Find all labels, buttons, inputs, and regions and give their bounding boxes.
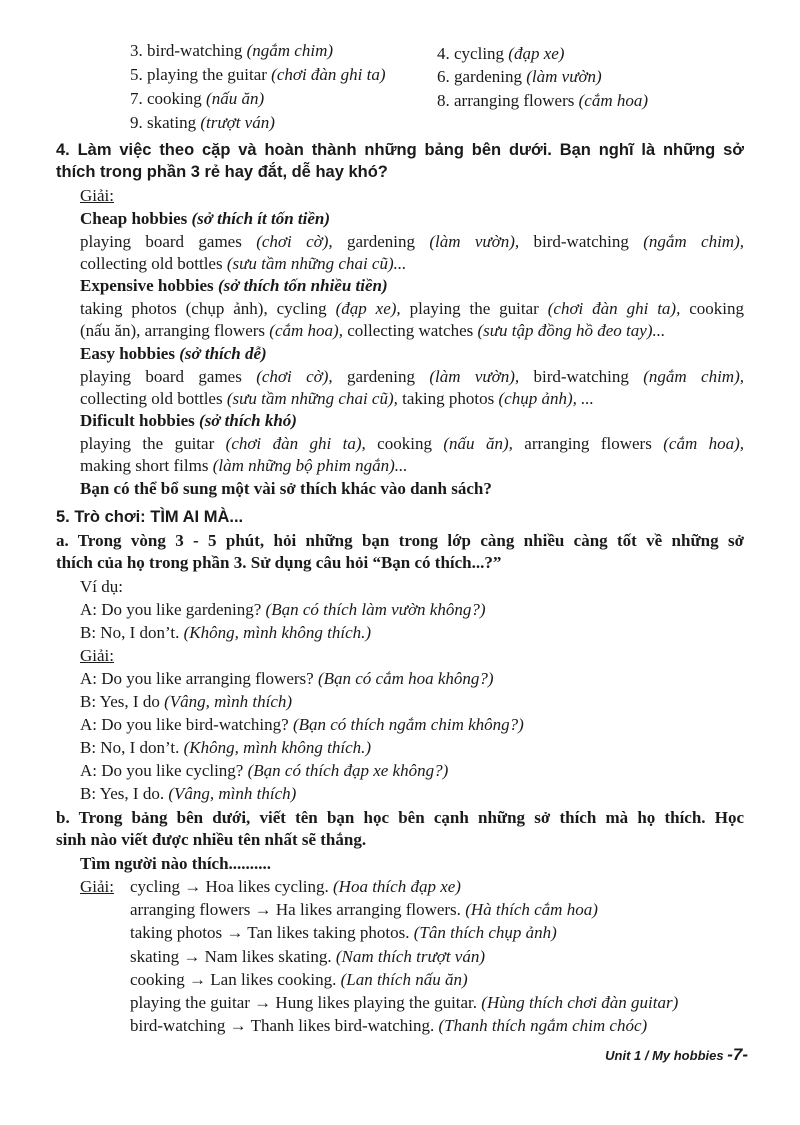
answer-row-4: skating → Nam likes skating. (Nam thích trượt ván) bbox=[130, 947, 486, 966]
difficult-hobbies-line-1: playing the guitar (chơi đàn ghi ta), cooking (nấu ăn), arranging flowers (cắm hoa), bbox=[80, 434, 745, 453]
arrow-icon: → bbox=[226, 923, 244, 942]
arrow-icon: → bbox=[184, 877, 202, 896]
page-footer: Unit 1 / My hobbies -7- bbox=[605, 1045, 748, 1064]
expensive-hobbies-heading: Expensive hobbies (sở thích tốn nhiều tiền) bbox=[80, 276, 388, 295]
cheap-hobbies-line-2: collecting old bottles (sưu tầm những chai cũ)... bbox=[80, 254, 407, 273]
hobby-item-9: 9. skating (trượt ván) bbox=[130, 113, 275, 132]
answer-row-7: bird-watching → Thanh likes bird-watching. (Thanh thích ngắm chim chóc) bbox=[130, 1016, 648, 1035]
find-someone-prompt: Tìm người nào thích.......... bbox=[80, 854, 272, 873]
cheap-hobbies-heading: Cheap hobbies (sở thích ít tốn tiền) bbox=[80, 209, 331, 228]
easy-hobbies-line-1: playing board games (chơi cờ), gardening (làm vườn), bird-watching (ngắm chim), bbox=[80, 367, 744, 386]
section-5b-instruction-line-2: sinh nào viết được nhiều tên nhất sẽ thắng. bbox=[56, 830, 367, 849]
arrow-icon: → bbox=[254, 900, 272, 919]
answer-row-5: cooking → Lan likes cooking. (Lan thích nấu ăn) bbox=[130, 970, 468, 989]
expensive-hobbies-line-1: taking photos (chụp ảnh), cycling (đạp xe), playing the guitar (chơi đàn ghi ta), cooking bbox=[80, 299, 745, 318]
solution-label-5a: Giải: bbox=[80, 646, 114, 665]
expensive-hobbies-line-2: (nấu ăn), arranging flowers (cắm hoa), collecting watches (sưu tập đồng hồ đeo tay)... bbox=[80, 321, 666, 340]
dialogue-line-4: B: No, I don’t. (Không, mình không thích.) bbox=[80, 738, 372, 757]
solution-label-5b: Giải: bbox=[80, 877, 114, 896]
section-5-heading: 5. Trò chơi: TÌM AI MÀ... bbox=[56, 508, 244, 526]
solution-label: Giải: bbox=[80, 186, 114, 205]
dialogue-line-3: A: Do you like bird-watching? (Bạn có thích ngắm chim không?) bbox=[80, 715, 524, 734]
section-4-heading-line-1: 4. Làm việc theo cặp và hoàn thành những bảng bên dưới. Bạn nghĩ là những sở bbox=[56, 141, 744, 159]
arrow-icon: → bbox=[189, 970, 207, 989]
page-number: -7- bbox=[727, 1045, 748, 1064]
answer-row-6: playing the guitar → Hung likes playing the guitar. (Hùng thích chơi đàn guitar) bbox=[130, 993, 679, 1012]
hobby-item-5: 5. playing the guitar (chơi đàn ghi ta) bbox=[130, 65, 386, 84]
dialogue-line-1: A: Do you like arranging flowers? (Bạn có cắm hoa không?) bbox=[80, 669, 494, 688]
dialogue-line-5: A: Do you like cycling? (Bạn có thích đạp xe không?) bbox=[80, 761, 449, 780]
answer-row-2: arranging flowers → Ha likes arranging flowers. (Hà thích cắm hoa) bbox=[130, 900, 598, 919]
arrow-icon: → bbox=[254, 993, 272, 1012]
example-line-2: B: No, I don’t. (Không, mình không thích.) bbox=[80, 623, 372, 642]
section-5a-instruction-line-1: a. Trong vòng 3 - 5 phút, hỏi những bạn trong lớp càng nhiều càng tốt về những sở bbox=[56, 531, 744, 550]
arrow-icon: → bbox=[229, 1016, 247, 1035]
arrow-icon: → bbox=[183, 947, 201, 966]
answer-row-1: cycling → Hoa likes cycling. (Hoa thích đạp xe) bbox=[130, 877, 461, 896]
easy-hobbies-heading: Easy hobbies (sở thích dễ) bbox=[80, 344, 267, 363]
difficult-hobbies-heading: Dificult hobbies (sở thích khó) bbox=[80, 411, 297, 430]
answer-row-3: taking photos → Tan likes taking photos. (Tân thích chụp ảnh) bbox=[130, 923, 557, 942]
hobby-item-8: 8. arranging flowers (cắm hoa) bbox=[437, 91, 649, 110]
dialogue-line-2: B: Yes, I do (Vâng, mình thích) bbox=[80, 692, 293, 711]
hobby-item-6: 6. gardening (làm vườn) bbox=[437, 67, 602, 86]
add-more-hobbies-question: Bạn có thể bổ sung một vài sở thích khác vào danh sách? bbox=[80, 479, 492, 498]
hobby-item-7: 7. cooking (nấu ăn) bbox=[130, 89, 265, 108]
section-5a-instruction-line-2: thích của họ trong phần 3. Sử dụng câu hỏi “Bạn có thích...?” bbox=[56, 553, 502, 572]
section-4-heading-line-2: thích trong phần 3 rẻ hay đắt, dễ hay khó? bbox=[56, 163, 388, 181]
example-label: Ví dụ: bbox=[80, 577, 123, 596]
section-5b-instruction-line-1: b. Trong bảng bên dưới, viết tên bạn học bên cạnh những sở thích mà họ thích. Học bbox=[56, 808, 744, 827]
cheap-hobbies-line-1: playing board games (chơi cờ), gardening (làm vườn), bird-watching (ngắm chim), bbox=[80, 232, 744, 251]
example-line-1: A: Do you like gardening? (Bạn có thích làm vườn không?) bbox=[80, 600, 486, 619]
easy-hobbies-line-2: collecting old bottles (sưu tầm những chai cũ), taking photos (chụp ảnh), ... bbox=[80, 389, 594, 408]
dialogue-line-6: B: Yes, I do. (Vâng, mình thích) bbox=[80, 784, 297, 803]
hobby-item-3: 3. bird-watching (ngắm chim) bbox=[130, 41, 334, 60]
difficult-hobbies-line-2: making short films (làm những bộ phim ngắn)... bbox=[80, 456, 408, 475]
hobby-item-4: 4. cycling (đạp xe) bbox=[437, 44, 565, 63]
